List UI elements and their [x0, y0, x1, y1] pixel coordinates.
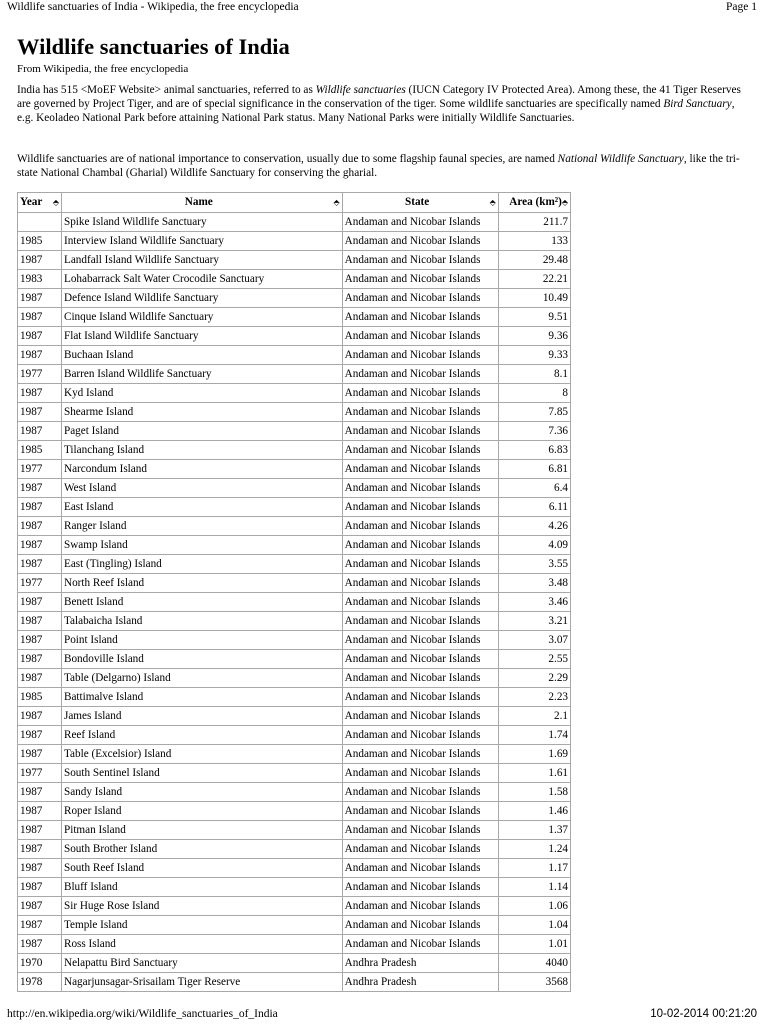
name-cell: Nagarjunsagar-Srisailam Tiger Reserve	[61, 973, 342, 992]
table-row	[18, 954, 571, 973]
year-cell: 1987	[18, 251, 62, 270]
year-cell: 1987	[18, 859, 62, 878]
sanctuaries-table	[17, 192, 571, 992]
year-cell: 1977	[18, 764, 62, 783]
state-cell: Andhra Pradesh	[342, 954, 498, 973]
area-cell: 1.74	[498, 726, 570, 745]
state-cell: Andaman and Nicobar Islands	[342, 574, 498, 593]
name-cell: Reef Island	[61, 726, 342, 745]
name-cell: Pitman Island	[61, 821, 342, 840]
state-cell: Andaman and Nicobar Islands	[342, 650, 498, 669]
table-row	[18, 555, 571, 574]
sort-icon[interactable]: ⬘	[561, 198, 568, 207]
area-cell: 6.81	[498, 460, 570, 479]
table-row	[18, 536, 571, 555]
area-cell: 2.29	[498, 669, 570, 688]
table-row	[18, 897, 571, 916]
column-header-name[interactable]	[61, 193, 342, 213]
year-cell: 1987	[18, 612, 62, 631]
page-title: Wildlife sanctuaries of India	[17, 34, 290, 59]
sort-icon[interactable]: ⬘	[333, 198, 340, 207]
table-row	[18, 859, 571, 878]
print-footer-url: http://en.wikipedia.org/wiki/Wildlife_sanctuaries_of_India	[7, 1008, 278, 1020]
name-cell: Table (Delgarno) Island	[61, 669, 342, 688]
year-cell: 1977	[18, 460, 62, 479]
state-cell: Andaman and Nicobar Islands	[342, 783, 498, 802]
state-cell: Andaman and Nicobar Islands	[342, 251, 498, 270]
area-cell: 4040	[498, 954, 570, 973]
name-cell: Roper Island	[61, 802, 342, 821]
area-cell: 9.51	[498, 308, 570, 327]
table-row	[18, 973, 571, 992]
column-header-area[interactable]	[498, 193, 570, 213]
name-cell: Lohabarrack Salt Water Crocodile Sanctuary	[61, 270, 342, 289]
area-cell: 3.46	[498, 593, 570, 612]
name-cell: Narcondum Island	[61, 460, 342, 479]
name-cell: South Reef Island	[61, 859, 342, 878]
year-cell: 1987	[18, 916, 62, 935]
column-header-label: Area (km²)	[509, 196, 562, 208]
year-cell: 1987	[18, 669, 62, 688]
area-cell: 1.04	[498, 916, 570, 935]
state-cell: Andaman and Nicobar Islands	[342, 441, 498, 460]
state-cell: Andaman and Nicobar Islands	[342, 479, 498, 498]
state-cell: Andaman and Nicobar Islands	[342, 365, 498, 384]
state-cell: Andaman and Nicobar Islands	[342, 745, 498, 764]
state-cell: Andaman and Nicobar Islands	[342, 764, 498, 783]
table-row	[18, 384, 571, 403]
state-cell: Andaman and Nicobar Islands	[342, 498, 498, 517]
area-cell: 3568	[498, 973, 570, 992]
state-cell: Andaman and Nicobar Islands	[342, 878, 498, 897]
table-row	[18, 460, 571, 479]
area-cell: 3.21	[498, 612, 570, 631]
year-cell: 1987	[18, 308, 62, 327]
name-cell: Talabaicha Island	[61, 612, 342, 631]
name-cell: East (Tingling) Island	[61, 555, 342, 574]
table-row	[18, 745, 571, 764]
area-cell: 3.55	[498, 555, 570, 574]
table-row	[18, 479, 571, 498]
table-row	[18, 308, 571, 327]
table-row	[18, 403, 571, 422]
table-row	[18, 802, 571, 821]
table-row	[18, 688, 571, 707]
table-row	[18, 270, 571, 289]
year-cell: 1987	[18, 327, 62, 346]
name-cell: Shearme Island	[61, 403, 342, 422]
area-cell: 4.09	[498, 536, 570, 555]
year-cell: 1970	[18, 954, 62, 973]
area-cell: 4.26	[498, 517, 570, 536]
name-cell: Bluff Island	[61, 878, 342, 897]
name-cell: Defence Island Wildlife Sanctuary	[61, 289, 342, 308]
print-header-page: Page 1	[726, 1, 757, 13]
name-cell: James Island	[61, 707, 342, 726]
table-row	[18, 517, 571, 536]
state-cell: Andaman and Nicobar Islands	[342, 346, 498, 365]
year-cell: 1985	[18, 232, 62, 251]
table-row	[18, 840, 571, 859]
intro-paragraph-2: Wildlife sanctuaries are of national importance to conservation, usually due to some flagship faunal species, are named National Wildlife Sanctuary, like the tri-state National Chambal (Gharial) Wildlife Sanctuary for conserving the gharial.	[17, 153, 740, 179]
state-cell: Andaman and Nicobar Islands	[342, 840, 498, 859]
print-footer-datetime: 10-02-2014 00:21:20	[650, 1008, 757, 1020]
state-cell: Andaman and Nicobar Islands	[342, 802, 498, 821]
area-cell: 9.33	[498, 346, 570, 365]
area-cell: 1.46	[498, 802, 570, 821]
state-cell: Andaman and Nicobar Islands	[342, 669, 498, 688]
year-cell: 1987	[18, 897, 62, 916]
year-cell: 1987	[18, 821, 62, 840]
year-cell	[18, 213, 62, 232]
table-row	[18, 232, 571, 251]
table-row	[18, 650, 571, 669]
state-cell: Andaman and Nicobar Islands	[342, 289, 498, 308]
name-cell: Bondoville Island	[61, 650, 342, 669]
area-cell: 3.48	[498, 574, 570, 593]
table-row	[18, 289, 571, 308]
table-row	[18, 669, 571, 688]
table-row	[18, 707, 571, 726]
name-cell: South Sentinel Island	[61, 764, 342, 783]
year-cell: 1983	[18, 270, 62, 289]
table-row	[18, 916, 571, 935]
area-cell: 1.01	[498, 935, 570, 954]
area-cell: 9.36	[498, 327, 570, 346]
year-cell: 1987	[18, 707, 62, 726]
table-row	[18, 726, 571, 745]
year-cell: 1987	[18, 403, 62, 422]
area-cell: 22.21	[498, 270, 570, 289]
name-cell: East Island	[61, 498, 342, 517]
page-subtitle: From Wikipedia, the free encyclopedia	[17, 63, 189, 75]
year-cell: 1977	[18, 365, 62, 384]
area-cell: 1.06	[498, 897, 570, 916]
table-row	[18, 593, 571, 612]
state-cell: Andaman and Nicobar Islands	[342, 384, 498, 403]
area-cell: 2.1	[498, 707, 570, 726]
table-row	[18, 764, 571, 783]
state-cell: Andaman and Nicobar Islands	[342, 460, 498, 479]
area-cell: 6.4	[498, 479, 570, 498]
table-body	[18, 213, 571, 992]
table-row	[18, 213, 571, 232]
area-cell: 211.7	[498, 213, 570, 232]
year-cell: 1985	[18, 688, 62, 707]
state-cell: Andaman and Nicobar Islands	[342, 593, 498, 612]
year-cell: 1987	[18, 935, 62, 954]
sort-icon[interactable]: ⬘	[52, 198, 59, 207]
table-row	[18, 327, 571, 346]
year-cell: 1987	[18, 840, 62, 859]
year-cell: 1987	[18, 726, 62, 745]
area-cell: 8.1	[498, 365, 570, 384]
state-cell: Andaman and Nicobar Islands	[342, 688, 498, 707]
name-cell: Buchaan Island	[61, 346, 342, 365]
area-cell: 1.37	[498, 821, 570, 840]
area-cell: 6.83	[498, 441, 570, 460]
name-cell: Spike Island Wildlife Sanctuary	[61, 213, 342, 232]
area-cell: 133	[498, 232, 570, 251]
area-cell: 2.23	[498, 688, 570, 707]
table-row	[18, 878, 571, 897]
year-cell: 1987	[18, 745, 62, 764]
state-cell: Andaman and Nicobar Islands	[342, 821, 498, 840]
name-cell: Point Island	[61, 631, 342, 650]
table-row	[18, 251, 571, 270]
state-cell: Andaman and Nicobar Islands	[342, 232, 498, 251]
state-cell: Andaman and Nicobar Islands	[342, 213, 498, 232]
name-cell: Benett Island	[61, 593, 342, 612]
state-cell: Andaman and Nicobar Islands	[342, 707, 498, 726]
name-cell: Table (Excelsior) Island	[61, 745, 342, 764]
name-cell: Sir Huge Rose Island	[61, 897, 342, 916]
state-cell: Andaman and Nicobar Islands	[342, 612, 498, 631]
state-cell: Andaman and Nicobar Islands	[342, 327, 498, 346]
state-cell: Andaman and Nicobar Islands	[342, 422, 498, 441]
year-cell: 1987	[18, 650, 62, 669]
state-cell: Andaman and Nicobar Islands	[342, 916, 498, 935]
name-cell: South Brother Island	[61, 840, 342, 859]
year-cell: 1987	[18, 631, 62, 650]
name-cell: Interview Island Wildlife Sanctuary	[61, 232, 342, 251]
column-header-label: Name	[184, 196, 213, 208]
state-cell: Andaman and Nicobar Islands	[342, 631, 498, 650]
name-cell: Temple Island	[61, 916, 342, 935]
state-cell: Andaman and Nicobar Islands	[342, 935, 498, 954]
year-cell: 1978	[18, 973, 62, 992]
table-row	[18, 612, 571, 631]
table-row	[18, 821, 571, 840]
table-row	[18, 346, 571, 365]
year-cell: 1987	[18, 783, 62, 802]
table-row	[18, 422, 571, 441]
table-row	[18, 498, 571, 517]
table-header-row	[18, 193, 571, 213]
state-cell: Andaman and Nicobar Islands	[342, 726, 498, 745]
name-cell: Ross Island	[61, 935, 342, 954]
name-cell: North Reef Island	[61, 574, 342, 593]
intro-paragraph-1: India has 515 <MoEF Website> animal sanctuaries, referred to as Wildlife sanctuaries (IUCN Category IV Protected Area). Among these, the 41 Tiger Reserves are governed by Project Tiger, and are of special significance in the conservation of the tiger. Some wildlife sanctuaries are specifically named Bird Sanctuary, e.g. Keoladeo National Park before attaining National Park status. Many National Parks were initially Wildlife Sanctuaries.	[17, 84, 741, 124]
state-cell: Andaman and Nicobar Islands	[342, 859, 498, 878]
area-cell: 7.85	[498, 403, 570, 422]
area-cell: 2.55	[498, 650, 570, 669]
year-cell: 1987	[18, 498, 62, 517]
area-cell: 8	[498, 384, 570, 403]
table-row	[18, 441, 571, 460]
column-header-year[interactable]	[18, 193, 62, 213]
year-cell: 1987	[18, 479, 62, 498]
sort-icon[interactable]: ⬘	[489, 198, 496, 207]
area-cell: 10.49	[498, 289, 570, 308]
year-cell: 1987	[18, 422, 62, 441]
table-row	[18, 783, 571, 802]
name-cell: Paget Island	[61, 422, 342, 441]
name-cell: Cinque Island Wildlife Sanctuary	[61, 308, 342, 327]
state-cell: Andaman and Nicobar Islands	[342, 270, 498, 289]
table-row	[18, 631, 571, 650]
year-cell: 1987	[18, 536, 62, 555]
area-cell: 1.61	[498, 764, 570, 783]
name-cell: Landfall Island Wildlife Sanctuary	[61, 251, 342, 270]
year-cell: 1987	[18, 555, 62, 574]
year-cell: 1987	[18, 517, 62, 536]
area-cell: 1.14	[498, 878, 570, 897]
print-header-title: Wildlife sanctuaries of India - Wikipedia, the free encyclopedia	[7, 1, 299, 13]
name-cell: Sandy Island	[61, 783, 342, 802]
year-cell: 1987	[18, 878, 62, 897]
state-cell: Andaman and Nicobar Islands	[342, 308, 498, 327]
state-cell: Andaman and Nicobar Islands	[342, 536, 498, 555]
table-row	[18, 935, 571, 954]
name-cell: Flat Island Wildlife Sanctuary	[61, 327, 342, 346]
name-cell: Nelapattu Bird Sanctuary	[61, 954, 342, 973]
name-cell: Swamp Island	[61, 536, 342, 555]
state-cell: Andaman and Nicobar Islands	[342, 403, 498, 422]
area-cell: 1.58	[498, 783, 570, 802]
year-cell: 1987	[18, 289, 62, 308]
table-row	[18, 574, 571, 593]
table-row	[18, 365, 571, 384]
state-cell: Andaman and Nicobar Islands	[342, 897, 498, 916]
area-cell: 6.11	[498, 498, 570, 517]
state-cell: Andhra Pradesh	[342, 973, 498, 992]
year-cell: 1987	[18, 346, 62, 365]
year-cell: 1985	[18, 441, 62, 460]
state-cell: Andaman and Nicobar Islands	[342, 555, 498, 574]
year-cell: 1977	[18, 574, 62, 593]
name-cell: Kyd Island	[61, 384, 342, 403]
year-cell: 1987	[18, 593, 62, 612]
year-cell: 1987	[18, 384, 62, 403]
name-cell: Tilanchang Island	[61, 441, 342, 460]
year-cell: 1987	[18, 802, 62, 821]
column-header-label: State	[405, 196, 430, 208]
column-header-state[interactable]	[342, 193, 498, 213]
area-cell: 29.48	[498, 251, 570, 270]
area-cell: 7.36	[498, 422, 570, 441]
name-cell: Battimalve Island	[61, 688, 342, 707]
area-cell: 1.24	[498, 840, 570, 859]
name-cell: Barren Island Wildlife Sanctuary	[61, 365, 342, 384]
area-cell: 3.07	[498, 631, 570, 650]
name-cell: West Island	[61, 479, 342, 498]
area-cell: 1.69	[498, 745, 570, 764]
state-cell: Andaman and Nicobar Islands	[342, 517, 498, 536]
name-cell: Ranger Island	[61, 517, 342, 536]
area-cell: 1.17	[498, 859, 570, 878]
column-header-label: Year	[20, 196, 43, 208]
